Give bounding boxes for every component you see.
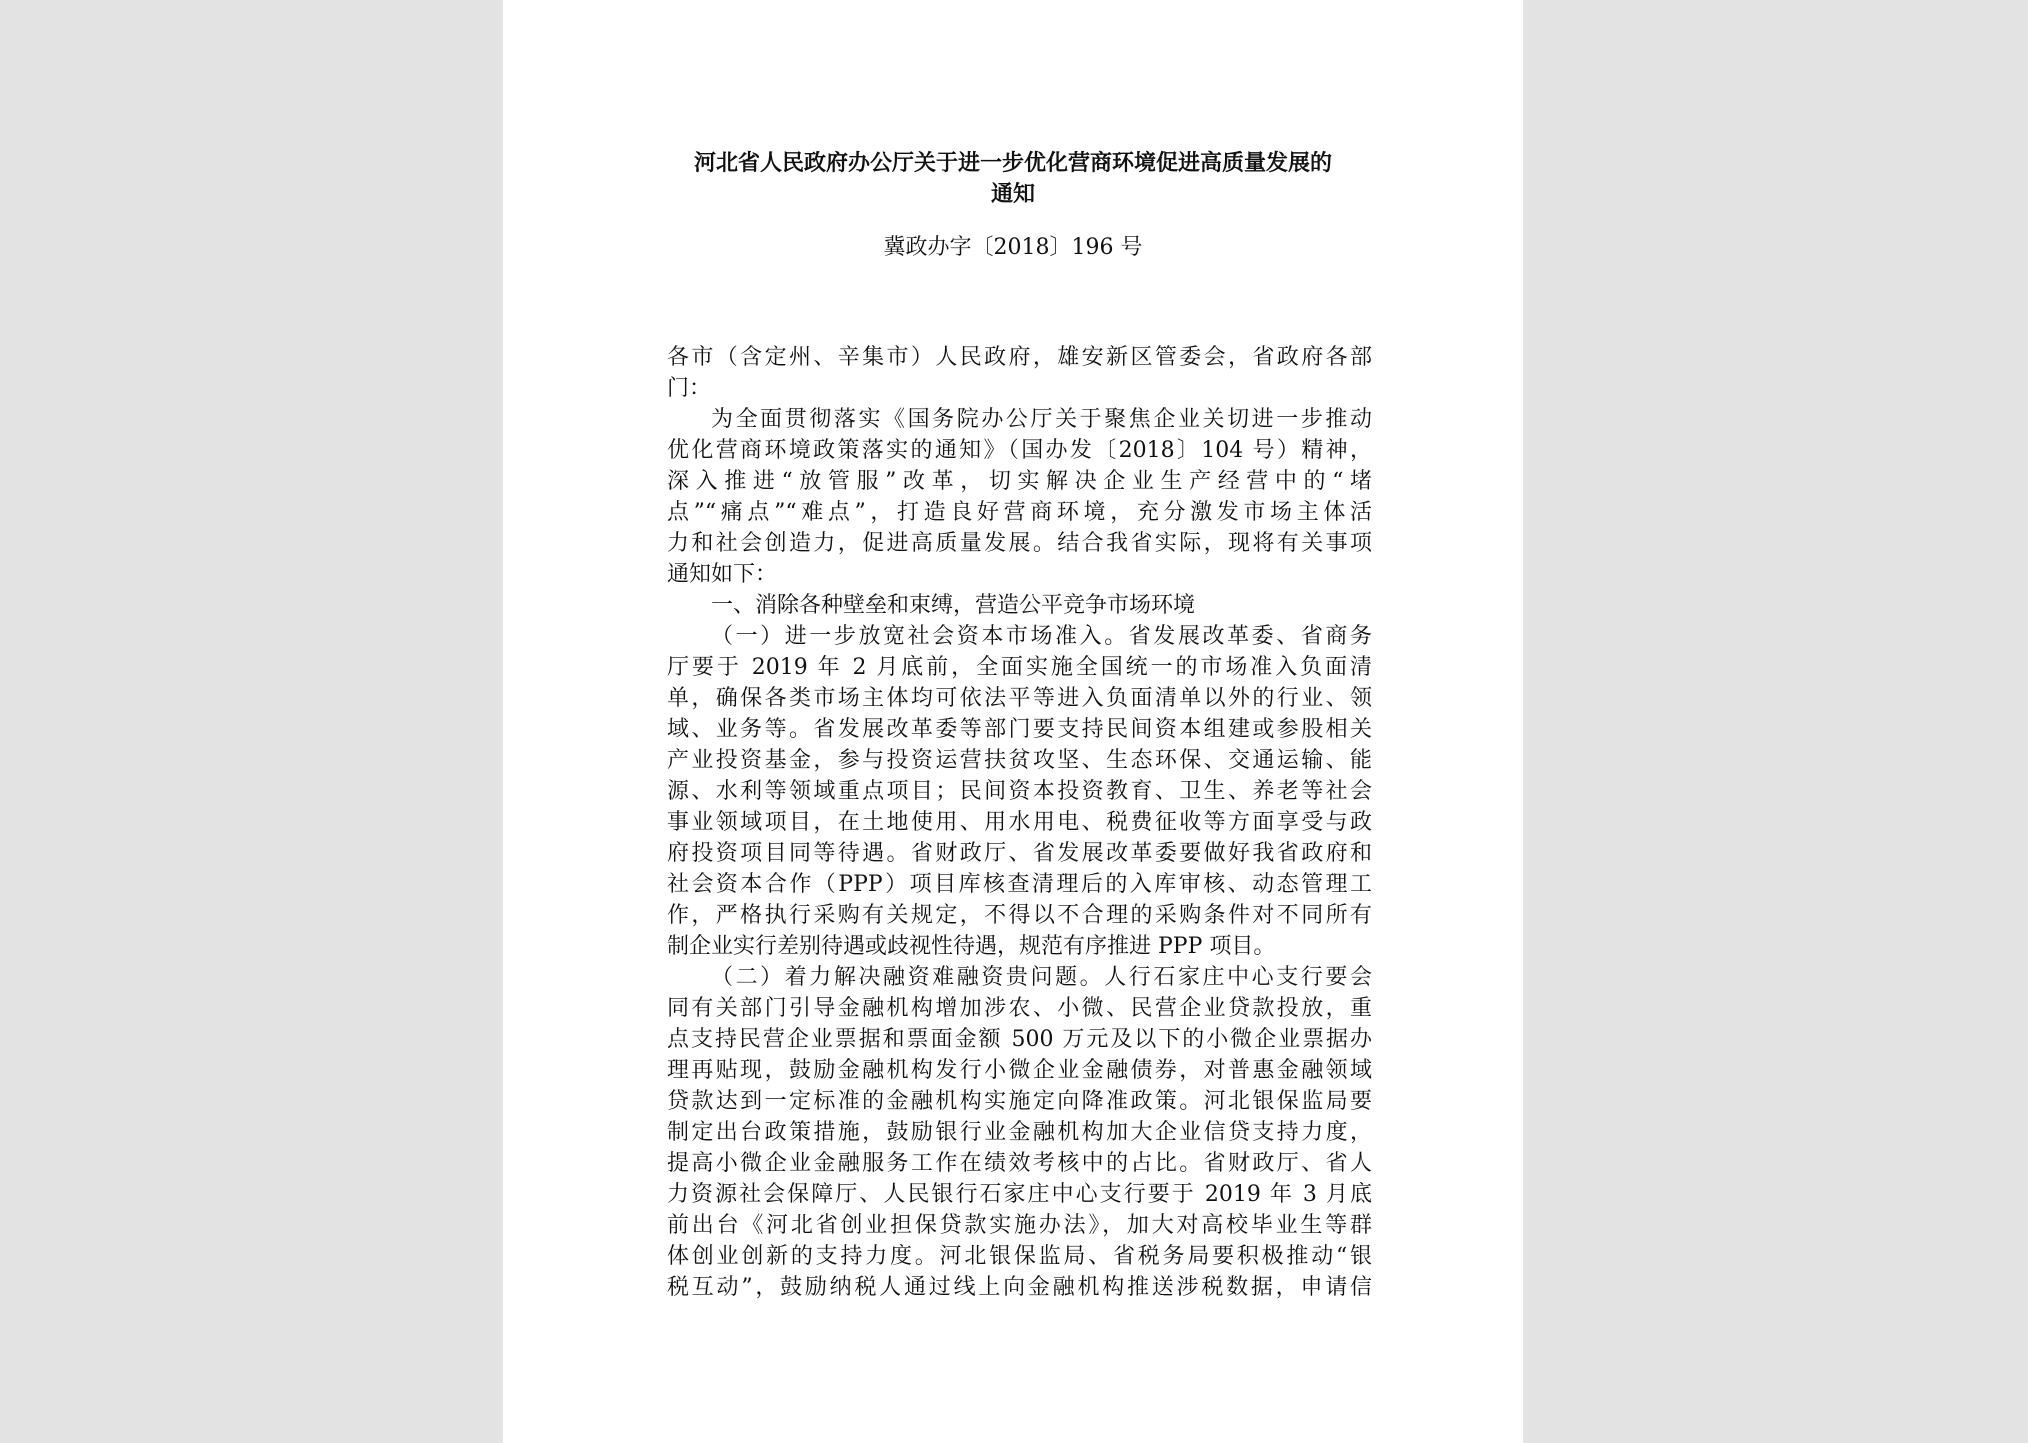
body-line: 域、业务等。省发展改革委等部门要支持民间资本组建或参股相关 <box>667 717 1372 742</box>
body-line: 作，严格执行采购有关规定，不得以不合理的采购条件对不同所有 <box>667 903 1372 928</box>
body-line: （一）进一步放宽社会资本市场准入。省发展改革委、省商务 <box>711 624 1372 649</box>
document-title-line-1: 河北省人民政府办公厅关于进一步优化营商环境促进高质量发展的 <box>693 150 1332 176</box>
body-line: 各市（含定州、辛集市）人民政府，雄安新区管委会，省政府各部 <box>667 345 1372 370</box>
body-line: 社会资本合作（PPP）项目库核查清理后的入库审核、动态管理工 <box>667 872 1372 897</box>
body-line: 深入推进“放管服”改革，切实解决企业生产经营中的“堵 <box>667 469 1372 494</box>
body-line: 单，确保各类市场主体均可依法平等进入负面清单以外的行业、领 <box>667 686 1372 711</box>
document-body <box>667 342 1372 1303</box>
body-line: 制企业实行差别待遇或歧视性待遇，规范有序推进 PPP 项目。 <box>667 934 1276 959</box>
body-line: 贷款达到一定标准的金融机构实施定向降准政策。河北银保监局要 <box>667 1089 1372 1114</box>
body-line: 事业领域项目，在土地使用、用水用电、税费征收等方面享受与政 <box>667 810 1372 835</box>
body-line: 厅要于 2019 年 2 月底前，全面实施全国统一的市场准入负面清 <box>667 655 1372 680</box>
body-line: 税互动”，鼓励纳税人通过线上向金融机构推送涉税数据，申请信 <box>667 1275 1372 1300</box>
body-line: 前出台《河北省创业担保贷款实施办法》，加大对高校毕业生等群 <box>667 1213 1372 1238</box>
body-line: 通知如下： <box>667 562 778 587</box>
body-line: 源、水利等领域重点项目；民间资本投资教育、卫生、养老等社会 <box>667 779 1372 804</box>
body-line: 为全面贯彻落实《国务院办公厅关于聚焦企业关切进一步推动 <box>711 407 1372 432</box>
document-page <box>503 0 1523 1443</box>
body-line: 力和社会创造力，促进高质量发展。结合我省实际，现将有关事项 <box>667 531 1372 556</box>
document-title-line-2: 通知 <box>990 181 1035 207</box>
body-line: 点支持民营企业票据和票面金额 500 万元及以下的小微企业票据办 <box>667 1027 1372 1052</box>
body-line: 门： <box>667 376 712 401</box>
body-line: 提高小微企业金融服务工作在绩效考核中的占比。省财政厅、省人 <box>667 1151 1372 1176</box>
document-number: 冀政办字〔2018〕196 号 <box>883 235 1143 260</box>
body-line: 点”“痛点”“难点”，打造良好营商环境，充分激发市场主体活 <box>667 500 1372 525</box>
body-line: 一、消除各种壁垒和束缚，营造公平竞争市场环境 <box>711 593 1196 618</box>
body-line: 府投资项目同等待遇。省财政厅、省发展改革委要做好我省政府和 <box>667 841 1372 866</box>
body-line: 产业投资基金，参与投资运营扶贫攻坚、生态环保、交通运输、能 <box>667 748 1372 773</box>
body-line: 制定出台政策措施，鼓励银行业金融机构加大企业信贷支持力度， <box>667 1120 1372 1145</box>
body-line: 理再贴现，鼓励金融机构发行小微企业金融债券，对普惠金融领域 <box>667 1058 1372 1083</box>
body-line: （二）着力解决融资难融资贵问题。人行石家庄中心支行要会 <box>711 965 1372 990</box>
body-line: 优化营商环境政策落实的通知》（国办发〔2018〕104 号）精神， <box>667 438 1372 463</box>
body-line: 力资源社会保障厅、人民银行石家庄中心支行要于 2019 年 3 月底 <box>667 1182 1372 1207</box>
body-line: 同有关部门引导金融机构增加涉农、小微、民营企业贷款投放，重 <box>667 996 1372 1021</box>
body-line: 体创业创新的支持力度。河北银保监局、省税务局要积极推动“银 <box>667 1244 1372 1269</box>
